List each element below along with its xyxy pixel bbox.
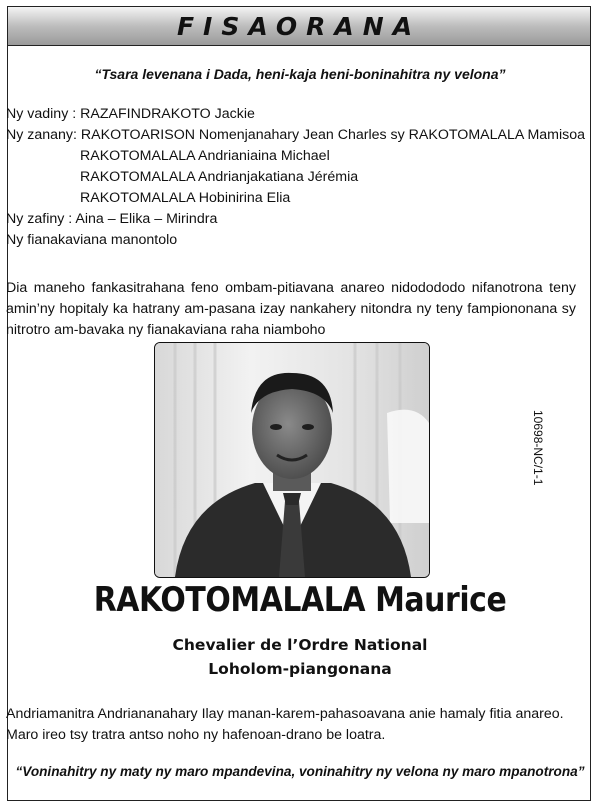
zafiny-label: Ny zafiny :: [6, 211, 76, 227]
vadiny-value: RAZAFINDRAKOTO Jackie: [80, 106, 255, 122]
bottom-quote: “Voninahitry ny maty ny maro mpandevina, voninahitry ny velona ny maro mpanotrona”: [15, 764, 585, 779]
family-row-vadiny: [6, 104, 585, 125]
zanany-label: Ny zanany:: [6, 127, 81, 143]
deceased-title-order: Chevalier de l’Ordre National: [172, 636, 428, 654]
top-quote: “Tsara levenana i Dada, heni-kaja heni-boninahitra ny velona”: [94, 66, 506, 82]
portrait-photo: [154, 342, 430, 578]
family-row-zafiny: [6, 209, 585, 230]
closing-paragraph: Andriamanitra Andriananahary Ilay manan-karem-pahasoavana anie hamaly fitia anareo. Maro ireo tsy tratra antso noho ny hafenoan-drano be loatra.: [6, 706, 564, 743]
zanany-value: RAKOTOARISON Nomenjanahary Jean Charles sy RAKOTOMALALA Mamisoa: [80, 127, 586, 143]
portrait-illustration: [155, 343, 429, 577]
zanany-value: RAKOTOMALALA Andrianiaina Michael: [80, 148, 330, 164]
zanany-value: RAKOTOMALALA Hobinirina Elia: [80, 190, 291, 206]
family-row-zanany: [6, 125, 585, 146]
deceased-name: RAKOTOMALALA Maurice: [93, 580, 507, 620]
vadiny-label: Ny vadiny :: [6, 106, 81, 122]
header-banner: [8, 7, 590, 46]
thanks-paragraph: Dia maneho fankasitrahana feno ombam-pitiavana anareo nidodododo nifanotrona teny amin’ny hopitaly ka hatrany am-pasana izay nankahery nitondra ny teny fampiononana sy nitrotro am-bavaka ny fianakaviana raha niamboho: [6, 280, 576, 338]
reference-code: 10698-NC/1-1: [531, 410, 545, 486]
deceased-title-church: Loholom-piangonana: [208, 660, 392, 678]
zanany-value: RAKOTOMALALA Andrianjakatiana Jérémia: [80, 169, 359, 185]
zafiny-value: Aina – Elika – Mirindra: [75, 211, 218, 227]
family-list: [6, 104, 585, 251]
header-title: FISAORANA: [176, 11, 422, 41]
family-row-fianakaviana: Ny fianakaviana manontolo: [6, 232, 178, 248]
